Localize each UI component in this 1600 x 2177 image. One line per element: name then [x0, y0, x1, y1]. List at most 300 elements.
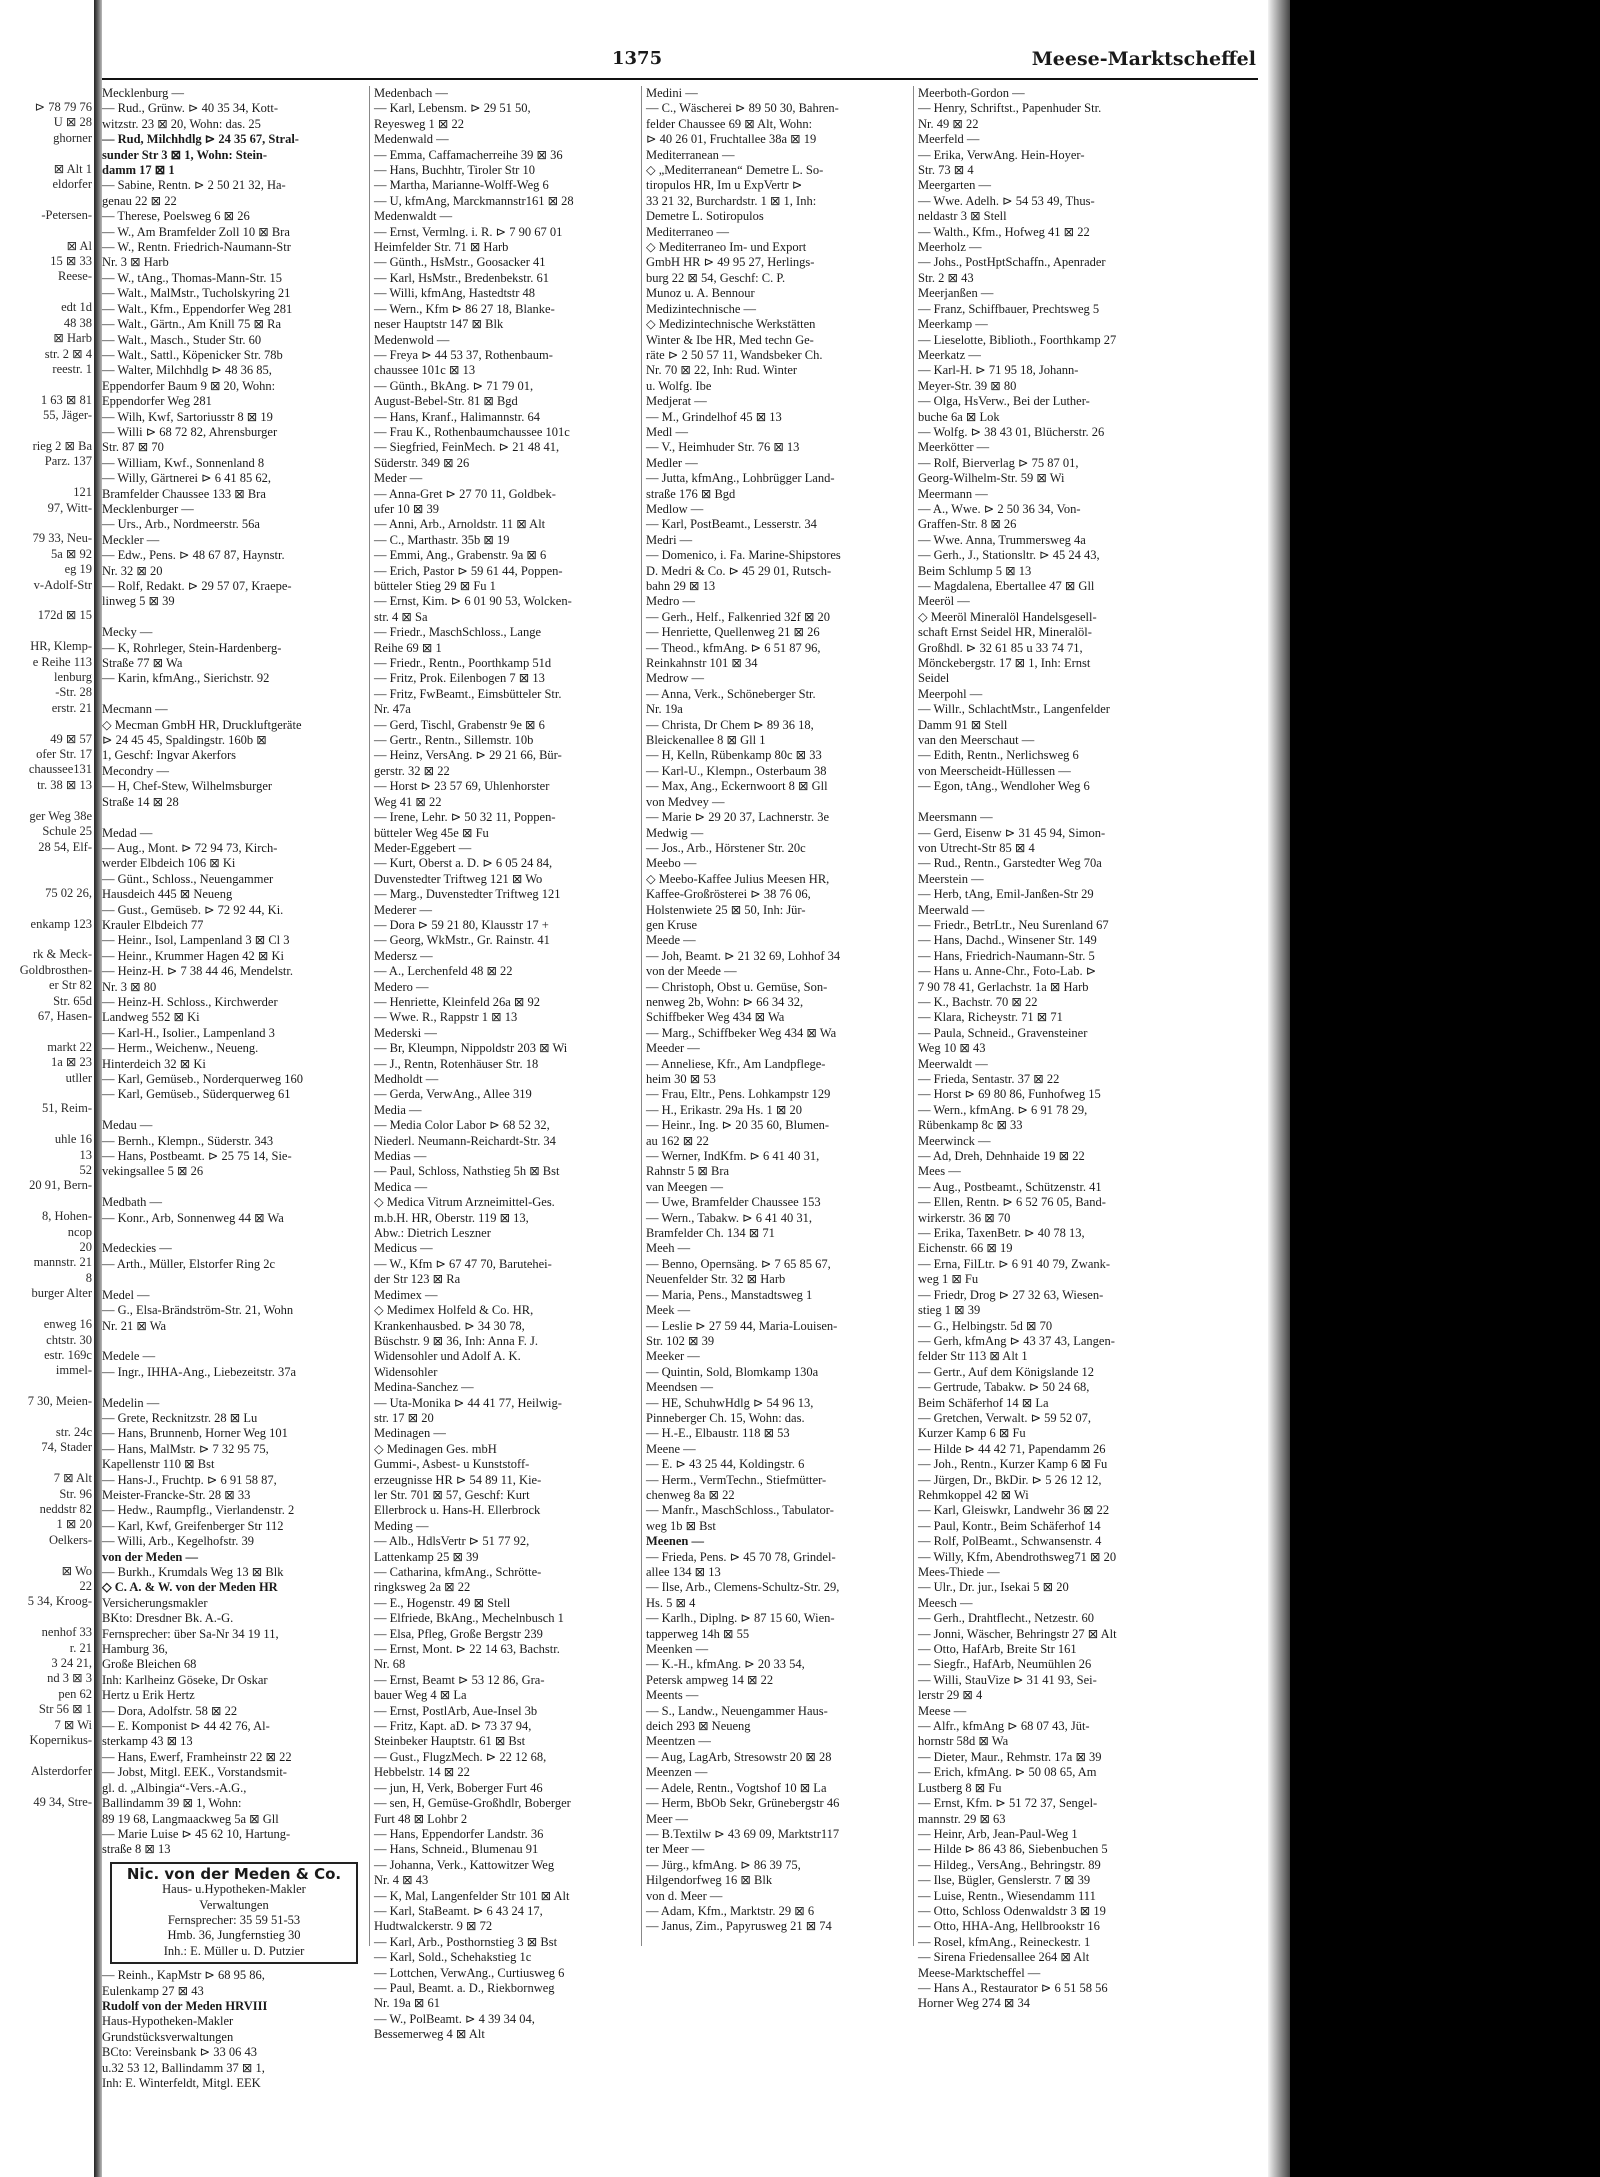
strip-fragment: edt 1d: [61, 300, 92, 315]
directory-entry-line: Horner Weg 274 ⊠ 34: [918, 1996, 1030, 2011]
strip-fragment: 121: [73, 485, 92, 500]
directory-entry-line: Eichenstr. 66 ⊠ 19: [918, 1241, 1013, 1256]
directory-entry-line: — Joh., Rentn., Kurzer Kamp 6 ⊠ Fu: [918, 1457, 1108, 1472]
surname-heading: Medero —: [374, 979, 429, 994]
directory-entry-line: BCto: Vereinsbank ⊳ 33 06 43: [102, 2045, 258, 2060]
directory-entry-line: — Otto, HafArb, Breite Str 161: [918, 1642, 1077, 1657]
adjacent-page-strip: [0, 100, 92, 1980]
directory-entry-line: — Bernh., Klempn., Süderstr. 343: [102, 1133, 274, 1148]
directory-entry-line: straße 176 ⊠ Bgd: [646, 486, 736, 501]
directory-entry-line: — Herm., Weichenw., Neueng.: [102, 1041, 259, 1056]
surname-heading: Medjerat —: [646, 394, 707, 409]
directory-entry-line: — Herb, tAng, Emil-Janßen-Str 29: [918, 887, 1094, 902]
strip-fragment: 1a ⊠ 23: [50, 1055, 92, 1070]
directory-entry-line: — K.-H., kfmAng. ⊳ 20 33 54,: [646, 1657, 805, 1672]
directory-entry-line: Nr. 49 ⊠ 22: [918, 116, 979, 131]
directory-entry-line: Haus-Hypotheken-Makler: [102, 2014, 234, 2029]
directory-entry-line: — E. ⊳ 43 25 44, Koldingstr. 6: [646, 1457, 805, 1472]
directory-entry-line: weg 1 ⊠ Fu: [918, 1272, 979, 1287]
strip-fragment: Oelkers-: [48, 1532, 92, 1547]
strip-fragment: [0, 377, 92, 392]
strip-fragment: -Petersen-: [41, 207, 92, 222]
directory-entry-line: ◇ Mecman GmbH HR, Druckluftgeräte: [102, 717, 302, 732]
directory-entry-line: hornstr 58d ⊠ Wa: [918, 1734, 1009, 1749]
directory-entry-line: — Catharina, kfmAng., Schrötte-: [374, 1565, 542, 1579]
column-3: [646, 86, 910, 1946]
directory-entry-line: — Benno, Opernsäng. ⊳ 7 65 85 67,: [646, 1256, 831, 1271]
directory-entry-line: Ellerbrock u. Hans-H. Ellerbrock: [374, 1503, 541, 1518]
directory-entry-line: — Klara, Richeystr. 71 ⊠ 71: [918, 1010, 1063, 1025]
directory-entry-line: Nr. 19a: [646, 702, 683, 717]
directory-entry-line: — Frau K., Rothenbaumchaussee 101c: [374, 424, 570, 439]
directory-entry-line: [102, 1103, 366, 1118]
surname-heading: Medri —: [646, 532, 693, 547]
directory-entry-line: Kurzer Kamp 6 ⊠ Fu: [918, 1426, 1026, 1441]
surname-heading: Meergarten —: [918, 178, 992, 193]
surname-heading: Meenken —: [646, 1642, 709, 1657]
surname-heading: Meder —: [374, 471, 423, 486]
strip-fragment: 22: [79, 1579, 92, 1593]
directory-entry-line: — Marie ⊳ 29 20 37, Lachnerstr. 3e: [646, 810, 829, 825]
directory-entry-line: Großhdl. ⊳ 32 61 85 u 33 74 71,: [918, 640, 1083, 655]
directory-entry-line: — Heinz-H. Schloss., Kirchwerder: [102, 994, 278, 1009]
strip-fragment: Kopernikus-: [29, 1733, 92, 1748]
strip-fragment: ghorner: [53, 130, 92, 145]
strip-fragment: nd 3 ⊠ 3: [47, 1671, 92, 1686]
directory-entry-line: Weg 41 ⊠ 22: [374, 794, 442, 809]
directory-entry-line: Hinterdeich 32 ⊠ Ki: [102, 1056, 206, 1071]
directory-entry-line: [102, 1272, 366, 1287]
directory-entry-line: Georg-Wilhelm-Str. 59 ⊠ Wi: [918, 471, 1065, 486]
directory-entry-line: buche 6a ⊠ Lok: [918, 409, 1000, 424]
directory-entry-line: August-Bebel-Str. 81 ⊠ Bgd: [374, 394, 518, 409]
surname-heading: Meede —: [646, 933, 696, 948]
surname-heading: van den Meerschaut —: [918, 733, 1035, 748]
strip-fragment: [0, 192, 92, 207]
directory-entry-line: Meister-Francke-Str. 28 ⊠ 33: [102, 1487, 251, 1502]
directory-entry-line: — Edith, Rentn., Nerlichsweg 6: [918, 748, 1079, 763]
directory-entry-line: Hamburg 36,: [102, 1642, 168, 1657]
directory-entry-line: — Walt., MalMstr., Tucholskyring 21: [102, 286, 291, 301]
directory-entry-line: — Anna-Gret ⊳ 27 70 11, Goldbek-: [374, 486, 556, 501]
surname-heading: Medizintechnische —: [646, 301, 757, 316]
surname-heading: Mederer —: [374, 902, 432, 917]
surname-heading: Medica —: [374, 1179, 428, 1194]
directory-entry-line: gerstr. 32 ⊠ 22: [374, 763, 450, 778]
surname-heading: von Medvey —: [646, 794, 725, 809]
directory-entry-line: — W., tAng., Thomas-Mann-Str. 15: [102, 270, 282, 285]
strip-fragment: [0, 1779, 92, 1794]
directory-entry-line: — Hans, Postbeamt. ⊳ 25 75 14, Sie-: [102, 1149, 292, 1164]
directory-entry-line: — Erika, TaxenBetr. ⊳ 40 78 13,: [918, 1226, 1085, 1241]
strip-fragment: burger Alter: [31, 1286, 92, 1301]
directory-entry-line: — Sabine, Rentn. ⊳ 2 50 21 32, Ha-: [102, 178, 286, 193]
strip-fragment: 8: [85, 1270, 92, 1285]
directory-entry-line: — Werner, IndKfm. ⊳ 6 41 40 31,: [646, 1149, 820, 1164]
directory-entry-line: räte ⊳ 2 50 57 11, Wandsbeker Ch.: [646, 347, 823, 362]
strip-fragment: str. 24c: [55, 1424, 92, 1439]
surname-heading: Meendsen —: [646, 1380, 713, 1395]
strip-fragment: ⊠ Alt 1: [53, 161, 92, 176]
strip-fragment: Str. 65d: [53, 993, 92, 1008]
directory-entry-line: — Hans, Dachd., Winsener Str. 149: [918, 933, 1097, 948]
directory-entry-line: — Wwe. R., Rappstr 1 ⊠ 13: [374, 1010, 518, 1025]
directory-entry-line: — Willi, Arb., Kegelhofstr. 39: [102, 1534, 255, 1549]
strip-fragment: [0, 793, 92, 808]
directory-entry-line: — Ernst, Mont. ⊳ 22 14 63, Bachstr.: [374, 1642, 560, 1657]
directory-entry-line: — B.Textilw ⊳ 43 69 09, Marktstr117: [646, 1826, 840, 1841]
directory-entry-line: — sen, H, Gemüse-Großhdlr, Boberger: [374, 1796, 571, 1811]
strip-fragment: 7 ⊠ Wi: [54, 1717, 92, 1732]
directory-entry-line: — Ellen, Rentn. ⊳ 6 52 76 05, Band-: [918, 1195, 1106, 1210]
strip-fragment: eldorfer: [52, 177, 92, 192]
directory-entry-line: Nr. 4 ⊠ 43: [374, 1873, 429, 1888]
surname-heading: Meenzen —: [646, 1765, 708, 1780]
column-divider: [369, 86, 370, 1946]
directory-entry-line: wirkerstr. 36 ⊠ 70: [918, 1210, 1011, 1225]
directory-entry-line: von Utrecht-Str 85 ⊠ 4: [918, 840, 1035, 855]
directory-entry-line: — Manfr., MaschSchloss., Tabulator-: [646, 1503, 834, 1518]
directory-entry-line: — H., Erikastr. 29a Hs. 1 ⊠ 20: [646, 1102, 802, 1117]
directory-entry-line: — Media Color Labor ⊳ 68 52 32,: [374, 1118, 550, 1133]
surname-heading: Medimex —: [374, 1287, 438, 1302]
strip-fragment: [0, 1194, 92, 1209]
directory-entry-line: — Günt., Schloss., Neuengammer: [102, 871, 274, 886]
directory-entry-line: — Dora, Adolfstr. 58 ⊠ 22: [102, 1703, 238, 1718]
directory-entry-line: — Günth., HsMstr., Goosacker 41: [374, 255, 546, 270]
directory-entry-line: Süderstr. 349 ⊠ 26: [374, 455, 470, 470]
ad-line: Hmb. 36, Jungfernstieg 30: [167, 1928, 301, 1943]
strip-fragment: [0, 516, 92, 531]
surname-heading: Meerboth-Gordon —: [918, 86, 1025, 100]
directory-entry-line: — A., Wwe. ⊳ 2 50 36 34, Von-: [918, 501, 1081, 516]
directory-entry-line: ◇ „Mediterranean“ Demetre L. So-: [646, 163, 824, 178]
directory-entry-line: — Karl-U., Klempn., Osterbaum 38: [646, 763, 827, 778]
strip-fragment: 8, Hohen-: [42, 1209, 92, 1224]
directory-entry-line: Reinkahnstr 101 ⊠ 34: [646, 656, 758, 671]
strip-fragment: [0, 901, 92, 916]
directory-entry-line: — Gertr., Auf dem Königslande 12: [918, 1364, 1095, 1379]
strip-fragment: 51, Reim-: [42, 1101, 92, 1116]
directory-entry-line: — Walt., Gärtn., Am Knill 75 ⊠ Ra: [102, 317, 282, 332]
directory-entry-line: — Gerd, Eisenw ⊳ 31 45 94, Simon-: [918, 825, 1106, 840]
directory-entry-line: — Gerh., Drahtflecht., Netzestr. 60: [918, 1611, 1094, 1626]
directory-entry-line: — Wolfg. ⊳ 38 43 01, Blücherstr. 26: [918, 424, 1105, 439]
directory-entry-line: — Friedr., Rentn., Poorthkamp 51d: [374, 656, 552, 671]
directory-entry-line: — Grete, Recknitzstr. 28 ⊠ Lu: [102, 1410, 258, 1425]
directory-entry-line: — Hans, Schneid., Blumenau 91: [374, 1842, 539, 1857]
directory-entry-line: — jun, H, Verk, Boberger Furt 46: [374, 1780, 543, 1795]
directory-entry-line: — Georg, WkMstr., Gr. Rainstr. 41: [374, 933, 550, 948]
directory-entry-line: Fernsprecher: über Sa-Nr 34 19 11,: [102, 1626, 279, 1641]
directory-entry-line: — Hilde ⊳ 44 42 71, Papendamm 26: [918, 1441, 1106, 1456]
directory-entry-line: — Siegfr., HafArb, Neumühlen 26: [918, 1657, 1092, 1672]
directory-entry-line: — Emmi, Ang., Grabenstr. 9a ⊠ 6: [374, 548, 547, 563]
directory-entry-line: — Willy, Kfm, Abendrothsweg71 ⊠ 20: [918, 1549, 1117, 1564]
directory-entry-line: m.b.H. HR, Oberstr. 119 ⊠ 13,: [374, 1210, 529, 1225]
directory-entry-line: — Heinr., Isol, Lampenland 3 ⊠ Cl 3: [102, 933, 290, 948]
directory-entry-line: witzstr. 23 ⊠ 20, Wohn: das. 25: [102, 116, 261, 131]
directory-entry-line: [102, 810, 366, 825]
directory-entry-line: Str. 2 ⊠ 43: [918, 270, 974, 285]
directory-entry-line: Bleickenallee 8 ⊠ Gll 1: [646, 733, 766, 748]
directory-entry-line: Schiffbeker Weg 434 ⊠ Wa: [646, 1010, 785, 1025]
directory-entry-line: — J., Rentn, Rotenhäuser Str. 18: [374, 1056, 539, 1071]
surname-heading: Meeröl —: [918, 594, 970, 609]
strip-fragment: 15 ⊠ 33: [50, 254, 92, 269]
directory-entry-line: — Lottchen, VerwAng., Curtiusweg 6: [374, 1965, 565, 1980]
strip-fragment: nenhof 33: [41, 1625, 92, 1640]
directory-entry-line: — V., Heimhuder Str. 76 ⊠ 13: [646, 440, 800, 455]
directory-entry-line: Munoz u. A. Bennour: [646, 286, 755, 301]
strip-fragment: 55, Jäger-: [42, 408, 92, 423]
surname-heading: Meeder —: [646, 1041, 700, 1056]
directory-entry-line: chenweg 8a ⊠ 22: [646, 1487, 735, 1502]
directory-entry-line: Landweg 552 ⊠ Ki: [102, 1010, 200, 1025]
directory-entry-line: — Erna, FilLtr. ⊳ 6 91 40 79, Zwank-: [918, 1256, 1111, 1271]
directory-entry-line: — Ernst, Kim. ⊳ 6 01 90 53, Wolcken-: [374, 594, 572, 609]
directory-entry-line: u.32 53 12, Ballindamm 37 ⊠ 1,: [102, 2060, 265, 2075]
surname-heading: Meerwald —: [918, 902, 985, 917]
directory-entry-line: — Karl, Lebensm. ⊳ 29 51 50,: [374, 101, 531, 116]
strip-fragment: enweg 16: [43, 1317, 92, 1332]
strip-fragment: ⊠ Al: [66, 238, 92, 253]
surname-heading: von der Meede —: [646, 964, 737, 979]
directory-entry-line: — Rud., Grünw. ⊳ 40 35 34, Kott-: [102, 101, 278, 116]
directory-entry-line: werder Elbdeich 106 ⊠ Ki: [102, 856, 236, 871]
surname-heading: Meckler —: [102, 532, 160, 547]
directory-entry-line: — Hans, Buchhtr, Tiroler Str 10: [374, 163, 535, 178]
surname-heading: Medele —: [102, 1349, 156, 1364]
directory-entry-line: 33 21 32, Burchardstr. 1 ⊠ 1, Inh:: [646, 193, 817, 208]
directory-entry-line: — Marg., Duvenstedter Triftweg 121: [374, 887, 561, 902]
directory-entry-line: — Gerh., J., Stationsltr. ⊳ 45 24 43,: [918, 548, 1100, 563]
directory-entry-line: ◇ Medizintechnische Werkstätten: [646, 317, 816, 332]
directory-entry-line: nenweg 2b, Wohn: ⊳ 66 34 32,: [646, 994, 804, 1009]
directory-entry-line: — Jobst, Mitgl. EEK., Vorstandsmit-: [102, 1765, 287, 1780]
directory-entry-line: — Karl, HsMstr., Bredenbekstr. 61: [374, 270, 549, 285]
strip-fragment: [0, 1456, 92, 1471]
directory-entry-line: str. 4 ⊠ Sa: [374, 609, 428, 624]
strip-fragment: ⊳ 78 79 76: [34, 100, 92, 114]
directory-entry-line: — Luise, Rentn., Wiesendamm 111: [918, 1888, 1096, 1903]
surname-heading: Meersmann —: [918, 810, 993, 825]
directory-entry-line: — Gust., FlugzMech. ⊳ 22 12 68,: [374, 1749, 547, 1764]
directory-entry-line: allee 134 ⊠ 13: [646, 1565, 721, 1579]
directory-entry-line: — Heinr., Ing. ⊳ 20 35 60, Blumen-: [646, 1118, 830, 1133]
directory-entry-line: GmbH HR ⊳ 49 95 27, Herlings-: [646, 255, 815, 270]
directory-entry-line: 1, Geschf: Ingvar Akerfors: [102, 748, 236, 763]
directory-entry-line: — Gerh, kfmAng ⊳ 43 37 43, Langen-: [918, 1333, 1115, 1348]
directory-entry-line: — Hans A., Restaurator ⊳ 6 51 58 56: [918, 1980, 1108, 1995]
directory-entry-line: Pinneberger Ch. 15, Wohn: das.: [646, 1410, 805, 1425]
strip-fragment: chtstr. 30: [46, 1332, 92, 1347]
directory-entry-line: lerstr 29 ⊠ 4: [918, 1688, 983, 1703]
strip-fragment: [0, 1610, 92, 1625]
strip-fragment: 1 63 ⊠ 81: [40, 392, 92, 407]
surname-heading: Medbath —: [102, 1195, 163, 1210]
strip-fragment: Goldbrosthen-: [19, 962, 92, 977]
directory-entry-line: Lustberg 8 ⊠ Fu: [918, 1780, 1002, 1795]
directory-entry-line: — A., Lerchenfeld 48 ⊠ 22: [374, 964, 513, 979]
surname-heading: Medini —: [646, 86, 698, 100]
surname-heading: Meek —: [646, 1303, 691, 1318]
strip-fragment: utller: [65, 1070, 92, 1085]
directory-entry-line: — K, Rohrleger, Stein-Hardenberg-: [102, 640, 282, 655]
directory-entry-line: Holstenwiete 25 ⊠ 50, Inh: Jür-: [646, 902, 806, 917]
directory-entry-line: — Fritz, Kapt. aD. ⊳ 73 37 94,: [374, 1719, 532, 1734]
strip-fragment: ⊠ Wo: [61, 1563, 92, 1578]
surname-heading: Meene —: [646, 1441, 696, 1456]
directory-entry-line: — Egon, tAng., Wendloher Weg 6: [918, 779, 1090, 794]
strip-fragment: 75 02 26,: [45, 885, 92, 900]
strip-fragment: [0, 470, 92, 485]
directory-entry-line: — Hans, MalMstr. ⊳ 7 32 95 75,: [102, 1441, 269, 1456]
directory-entry-line: Grundstücksverwaltungen: [102, 2029, 234, 2044]
strip-fragment: 5a ⊠ 92: [50, 546, 92, 561]
directory-entry-line: Kaffee-Großrösterei ⊳ 38 76 06,: [646, 887, 811, 902]
directory-entry-line: stieg 1 ⊠ 39: [918, 1303, 981, 1318]
directory-entry-line: sunder Str 3 ⊠ 1, Wohn: Stein-: [102, 147, 268, 162]
directory-entry-line: Eppendorfer Weg 281: [102, 394, 212, 409]
strip-fragment: 79 33, Neu-: [32, 531, 92, 546]
directory-entry-line: — Rud, Milchhdlg ⊳ 24 35 67, Stral-: [102, 132, 299, 147]
surname-heading: Medad —: [102, 825, 153, 840]
directory-entry-line: — Janus, Zim., Papyrusweg 21 ⊠ 74: [646, 1919, 832, 1934]
directory-entry-line: — Gretchen, Verwalt. ⊳ 59 52 07,: [918, 1410, 1092, 1425]
directory-entry-line: — Domenico, i. Fa. Marine-Shipstores: [646, 548, 841, 563]
surname-heading: Meer —: [646, 1811, 688, 1826]
directory-entry-line: — Jos., Arb., Hörstener Str. 20c: [646, 840, 806, 855]
surname-heading: Mecmann —: [102, 702, 168, 717]
directory-entry-line: Rahnstr 5 ⊠ Bra: [646, 1164, 730, 1179]
directory-entry-line: — Wilh, Kwf, Sartoriusstr 8 ⊠ 19: [102, 409, 273, 424]
surname-heading: Mederski —: [374, 1025, 437, 1040]
strip-fragment: [0, 593, 92, 608]
directory-entry-line: Hertz u Erik Hertz: [102, 1688, 195, 1703]
directory-entry-line: — Frau, Eltr., Pens. Lohkampstr 129: [646, 1087, 831, 1102]
directory-entry-line: — Gerd, Tischl, Grabenstr 9e ⊠ 6: [374, 717, 545, 732]
directory-entry-line: — Rosel, kfmAng., Reineckestr. 1: [918, 1934, 1091, 1949]
directory-entry-line: Abw.: Dietrich Leszner: [374, 1226, 491, 1241]
directory-entry-line: — Fritz, Prok. Eilenbogen 7 ⊠ 13: [374, 671, 545, 686]
surname-heading: Media —: [374, 1102, 422, 1117]
directory-entry-line: ◇ Medinagen Ges. mbH: [374, 1441, 497, 1456]
strip-fragment: 1 ⊠ 20: [56, 1517, 92, 1532]
strip-fragment: Alsterdorfer: [30, 1763, 92, 1778]
strip-fragment: 13: [79, 1147, 92, 1162]
strip-fragment: 20: [79, 1240, 92, 1255]
ad-line: Verwaltungen: [199, 1897, 269, 1912]
strip-fragment: [0, 223, 92, 238]
directory-entry-line: Neuenfelder Str. 32 ⊠ Harb: [646, 1272, 786, 1287]
directory-entry-line: Eppendorfer Baum 9 ⊠ 20, Wohn:: [102, 378, 276, 393]
directory-entry-line: — Willr., SchlachtMstr., Langenfelder: [918, 702, 1110, 717]
surname-heading: Meese-Marktscheffel —: [918, 1965, 1041, 1980]
directory-entry-line: — Heinr., Krummer Hagen 42 ⊠ Ki: [102, 948, 284, 963]
strip-fragment: estr. 169c: [44, 1347, 92, 1362]
directory-entry-line: Nr. 47a: [374, 702, 411, 717]
directory-entry-line: Niederl. Neumann-Reichardt-Str. 34: [374, 1133, 556, 1148]
directory-entry-line: — Siegfried, FeinMech. ⊳ 21 48 41,: [374, 440, 560, 455]
strip-fragment: 5 34, Kroog-: [27, 1594, 92, 1609]
directory-entry-line: — K., Bachstr. 70 ⊠ 22: [918, 994, 1038, 1009]
directory-entry-line: — Erich, Pastor ⊳ 59 61 44, Poppen-: [374, 563, 563, 578]
strip-fragment: chaussee131: [28, 762, 92, 777]
directory-entry-line: — Gerda, VerwAng., Allee 319: [374, 1087, 532, 1102]
directory-entry-line: — Magdalena, Ebertallee 47 ⊠ Gll: [918, 579, 1095, 593]
directory-entry-line: — Ernst, Vermlng. i. R. ⊳ 7 90 67 01: [374, 224, 563, 239]
strip-fragment: Parz. 137: [44, 454, 92, 469]
strip-fragment: rieg 2 ⊠ Ba: [32, 438, 92, 453]
directory-entry-line: Petersk ampweg 14 ⊠ 22: [646, 1672, 774, 1687]
surname-heading: Meder-Eggebert —: [374, 840, 472, 855]
strip-fragment: 48 38: [63, 315, 92, 330]
surname-heading: Mecklenburg —: [102, 86, 185, 100]
directory-entry-line: — Rolf, Redakt. ⊳ 29 57 07, Kraepe-: [102, 579, 292, 593]
surname-heading: Meese —: [918, 1703, 967, 1718]
directory-entry-line: BKto: Dresdner Bk. A.-G.: [102, 1611, 234, 1626]
directory-entry-line: — Christoph, Obst u. Gemüse, Son-: [646, 979, 828, 994]
directory-entry-line: vekingsallee 5 ⊠ 26: [102, 1164, 204, 1179]
strip-fragment: [0, 285, 92, 300]
strip-fragment: 172d ⊠ 15: [37, 608, 92, 623]
directory-entry-line: Beim Schlump 5 ⊠ 13: [918, 563, 1032, 578]
directory-entry-line: — Hans, Friedrich-Naumann-Str. 5: [918, 948, 1095, 963]
directory-entry-line: Hebbelstr. 14 ⊠ 22: [374, 1765, 470, 1780]
directory-entry-line: Büschstr. 9 ⊠ 36, Inh: Anna F. J.: [374, 1333, 538, 1348]
directory-entry-line: sterkamp 43 ⊠ 13: [102, 1734, 193, 1749]
directory-entry-line: gen Kruse: [646, 917, 698, 932]
directory-entry-line: — G., Elsa-Brändström-Str. 21, Wohn: [102, 1303, 294, 1318]
surname-heading: Meerwaldt —: [918, 1056, 988, 1071]
directory-entry-line: — Freya ⊳ 44 53 37, Rothenbaum-: [374, 347, 553, 362]
directory-entry-line: — Wern., Tabakw. ⊳ 6 41 40 31,: [646, 1210, 812, 1225]
directory-entry-line: — Paul, Schloss, Nathstieg 5h ⊠ Bst: [374, 1164, 560, 1179]
directory-entry-line: der Str 123 ⊠ Ra: [374, 1272, 461, 1287]
strip-fragment: 52: [79, 1163, 92, 1178]
strip-fragment: U ⊠ 28: [53, 115, 92, 130]
directory-entry-line: — Leslie ⊳ 27 59 44, Maria-Louisen-: [646, 1318, 838, 1333]
directory-entry-line: Straße 14 ⊠ 28: [102, 794, 179, 809]
directory-entry-line: Rehmkoppel 42 ⊠ Wi: [918, 1487, 1029, 1502]
directory-entry-line: — Anni, Arb., Arnoldstr. 11 ⊠ Alt: [374, 517, 546, 532]
surname-heading: von der Meden —: [102, 1549, 198, 1564]
directory-entry-line: — Martha, Marianne-Wolff-Weg 6: [374, 178, 549, 193]
strip-fragment: [0, 1379, 92, 1394]
strip-fragment: [0, 855, 92, 870]
strip-fragment: 67, Hasen-: [37, 1008, 92, 1023]
directory-entry-line: ◇ Meebo-Kaffee Julius Meesen HR,: [646, 871, 830, 886]
surname-heading: Medenwold —: [374, 332, 450, 347]
directory-entry-line: [102, 1180, 366, 1195]
directory-entry-line: — W., Rentn. Friedrich-Naumann-Str: [102, 240, 291, 255]
surname-heading: Mediterraneo —: [646, 224, 729, 239]
directory-entry-line: [102, 687, 366, 702]
directory-entry-line: — Anna, Verk., Schöneberger Str.: [646, 686, 816, 701]
directory-entry-line: Rudolf von der Meden HRVIII: [102, 1998, 268, 2013]
directory-entry-line: neldastr 3 ⊠ Stell: [918, 209, 1007, 224]
directory-entry-line: — Paul, Beamt. a. D., Riekbornweg: [374, 1980, 555, 1995]
surname-heading: Mediterranean —: [646, 147, 735, 162]
directory-entry-line: u. Wolfg. Ibe: [646, 378, 712, 393]
directory-entry-line: — Aug., Postbeamt., Schützenstr. 41: [918, 1179, 1102, 1194]
surname-heading: Meermann —: [918, 486, 988, 501]
directory-entry-line: [102, 1226, 366, 1241]
directory-entry-line: — William, Kwf., Sonnenland 8: [102, 455, 265, 470]
directory-entry-line: — Karl-H., Isolier., Lampenland 3: [102, 1025, 275, 1040]
directory-entry-line: — Karl, Kwf, Greifenberger Str 112: [102, 1518, 284, 1533]
